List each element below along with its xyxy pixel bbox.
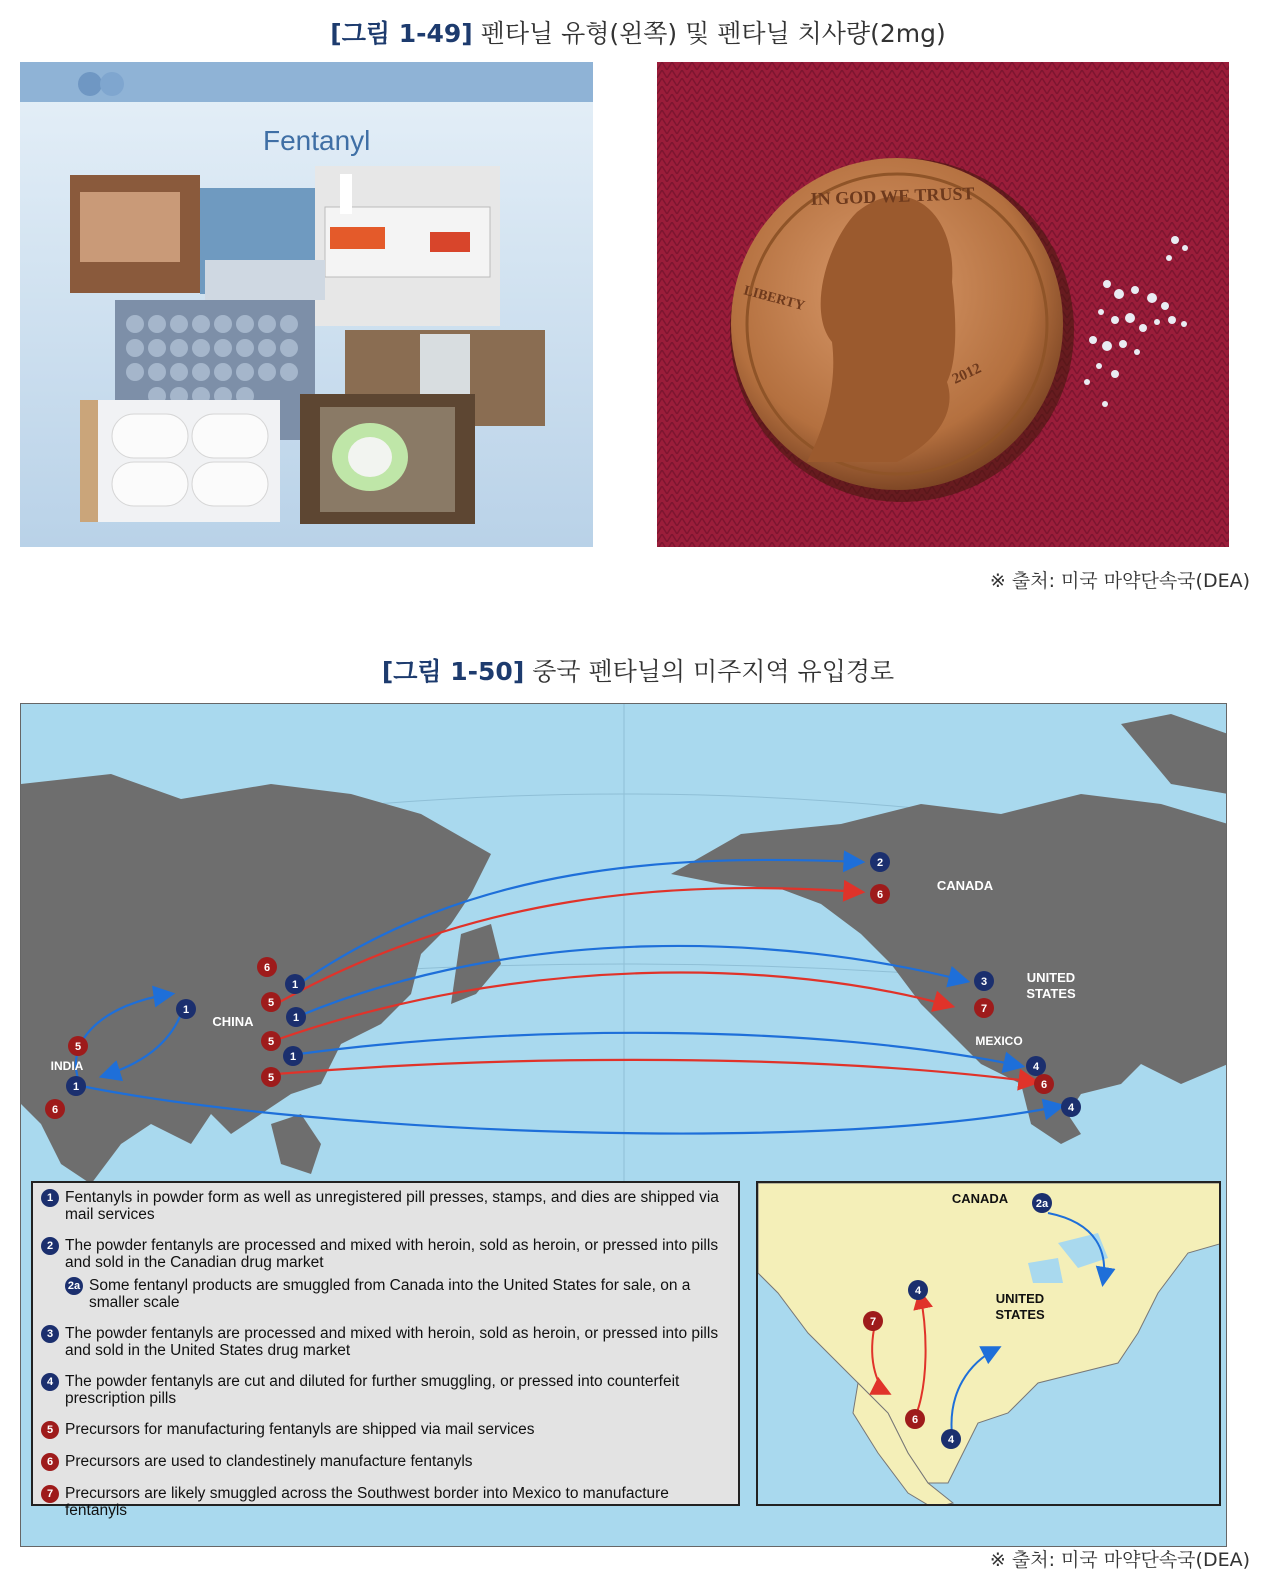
svg-text:4: 4 <box>947 1434 955 1446</box>
svg-text:5: 5 <box>74 1041 82 1053</box>
legend-text: Precursors are likely smuggled across the Southwest border into Mexico to manufacture fentanyls <box>65 1485 669 1519</box>
svg-text:6: 6 <box>876 889 884 901</box>
legend-marker: 6 <box>41 1453 59 1471</box>
legend-item <box>41 1453 730 1471</box>
legend-marker: 3 <box>41 1325 59 1343</box>
svg-text:7: 7 <box>980 1003 988 1015</box>
svg-text:2: 2 <box>876 857 884 869</box>
slide-title: Fentanyl <box>263 125 371 156</box>
svg-text:5: 5 <box>267 1072 275 1084</box>
inset-label-united-states: UNITED STATES <box>995 1291 1045 1322</box>
svg-text:6: 6 <box>1040 1079 1048 1091</box>
legend-marker: 2 <box>41 1237 59 1255</box>
svg-text:1: 1 <box>72 1081 80 1093</box>
svg-text:5: 5 <box>267 997 275 1009</box>
penny-lethal-dose-photo <box>657 62 1229 547</box>
legend-text: Fentanyls in powder form as well as unregistered pill presses, stamps, and dies are shipped via mail services <box>65 1189 719 1223</box>
inset-label-canada: CANADA <box>951 1191 1009 1206</box>
figure-title: 중국 펜타닐의 미주지역 유입경로 <box>532 657 895 686</box>
penny-liberty: LIBERTY <box>741 283 807 315</box>
svg-text:5: 5 <box>267 1036 275 1048</box>
figure-number: [그림 1-49] <box>330 19 473 48</box>
svg-text:4: 4 <box>914 1285 922 1297</box>
svg-text:4: 4 <box>1032 1061 1040 1073</box>
legend-item <box>41 1485 730 1519</box>
legend-item <box>41 1325 730 1359</box>
legend-item <box>41 1237 730 1271</box>
label-china: CHINA <box>212 1014 254 1029</box>
legend-item <box>41 1189 730 1223</box>
label-mexico: MEXICO <box>975 1034 1023 1048</box>
figure-1-50-source: ※ 출처: 미국 마약단속국(DEA) <box>989 1549 1250 1571</box>
legend-marker: 1 <box>41 1189 59 1207</box>
legend-text: Precursors for manufacturing fentanyls are shipped via mail services <box>65 1421 535 1438</box>
label-canada: CANADA <box>936 878 994 893</box>
legend-text: Precursors are used to clandestinely manufacture fentanyls <box>65 1453 473 1470</box>
legend-text: The powder fentanyls are processed and mixed with heroin, sold as heroin, or pressed into pills and sold in the United States drug market <box>65 1325 719 1359</box>
figure-1-50-caption <box>0 652 1276 688</box>
svg-text:6: 6 <box>51 1104 59 1116</box>
svg-text:1: 1 <box>291 979 299 991</box>
svg-text:3: 3 <box>980 976 988 988</box>
figure-1-49-caption <box>0 14 1276 50</box>
penny-year: 2012 <box>949 360 984 388</box>
legend-marker: 4 <box>41 1373 59 1391</box>
svg-text:1: 1 <box>289 1051 297 1063</box>
legend-item <box>41 1421 730 1439</box>
map-legend <box>31 1181 740 1519</box>
svg-text:1: 1 <box>292 1012 300 1024</box>
legend-marker: 5 <box>41 1421 59 1439</box>
legend-item <box>65 1277 730 1311</box>
legend-item <box>41 1373 730 1407</box>
fentanyl-types-photo <box>20 62 593 547</box>
figure-number: [그림 1-50] <box>381 657 525 686</box>
legend-text: The powder fentanyls are processed and mixed with heroin, sold as heroin, or pressed into pills and sold in the Canadian drug market <box>65 1237 719 1271</box>
legend-marker: 2a <box>65 1277 83 1295</box>
svg-text:6: 6 <box>911 1414 919 1426</box>
svg-text:2a: 2a <box>1035 1198 1049 1210</box>
svg-text:4: 4 <box>1067 1102 1075 1114</box>
svg-text:7: 7 <box>869 1316 877 1328</box>
label-india: INDIA <box>50 1059 84 1073</box>
label-united-states: UNITED STATES <box>1026 970 1076 1001</box>
inset-map <box>756 1181 1221 1506</box>
svg-text:1: 1 <box>182 1004 190 1016</box>
legend-text: Some fentanyl products are smuggled from Canada into the United States for sale, on a smaller scale <box>89 1277 691 1311</box>
legend-text: The powder fentanyls are cut and diluted for further smuggling, or pressed into counterfeit prescription pills <box>65 1373 680 1407</box>
svg-text:6: 6 <box>263 962 271 974</box>
figure-title: 펜타닐 유형(왼쪽) 및 펜타닐 치사량(2mg) <box>480 19 946 48</box>
figure-1-49-source: ※ 출처: 미국 마약단속국(DEA) <box>989 570 1250 592</box>
penny-motto: IN GOD WE TRUST <box>810 183 975 209</box>
fentanyl-route-map <box>20 703 1227 1547</box>
legend-marker: 7 <box>41 1485 59 1503</box>
